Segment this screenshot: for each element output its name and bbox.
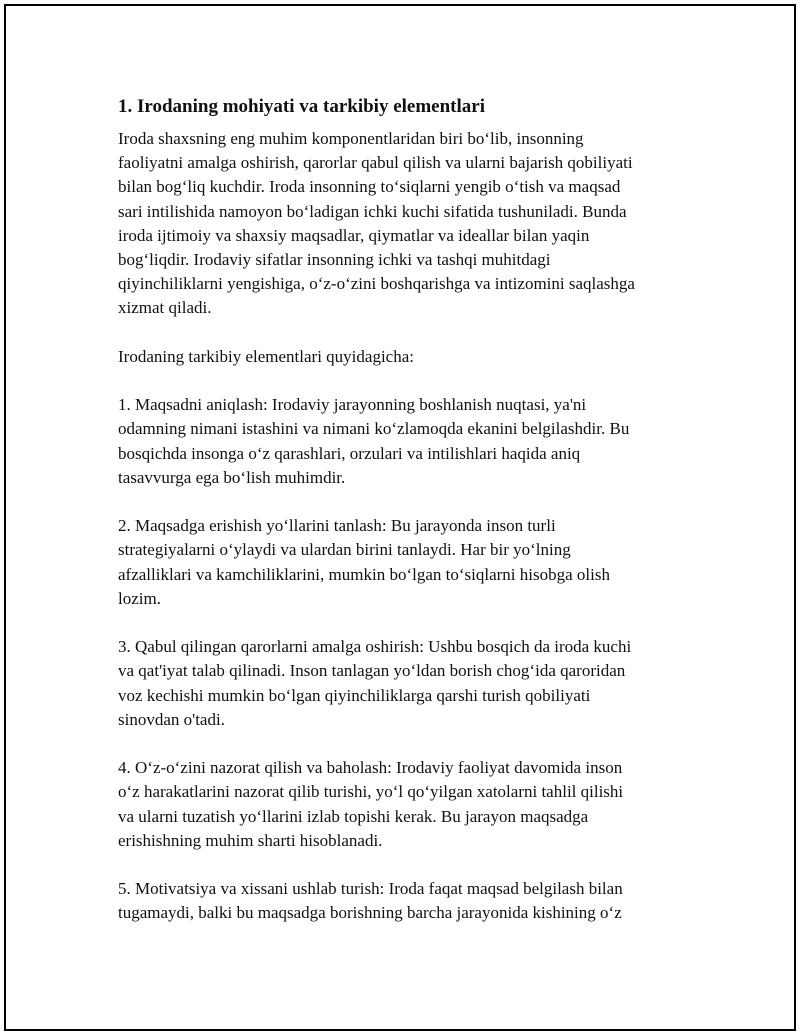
paragraph	[118, 756, 684, 853]
paragraph-line: bosqichda insonga o‘z qarashlari, orzulari va intilishlari haqida aniq	[118, 443, 581, 463]
paragraph-line: va ularni tuzatish yo‘llarini izlab topishi kerak. Bu jarayon maqsadga	[118, 806, 589, 826]
paragraph-line: bilan bog‘liq kuchdir. Iroda insonning to‘siqlarni yengib o‘tish va maqsad	[118, 177, 621, 197]
paragraph-line: Irodaning tarkibiy elementlari quyidagicha:	[118, 346, 414, 366]
paragraph	[118, 393, 684, 490]
paragraph-line: strategiyalarni o‘ylaydi va ulardan birini tanlaydi. Har bir yo‘lning	[118, 540, 571, 560]
paragraph-line: lozim.	[118, 588, 161, 608]
paragraph	[118, 127, 684, 321]
paragraph-line: bog‘liqdir. Irodaviy sifatlar insonning ichki va tashqi muhitdagi	[118, 250, 551, 270]
paragraph-line: sari intilishida namoyon bo‘ladigan ichki kuchi sifatida tushuniladi. Bunda	[118, 201, 627, 221]
paragraph-line: sinovdan o'tadi.	[118, 709, 225, 729]
paragraph-line: qiyinchiliklarni yengishiga, o‘z-o‘zini boshqarishga va intizomini saqlashga	[118, 274, 635, 294]
paragraph-line: voz kechishi mumkin bo‘lgan qiyinchiliklarga qarshi turish qobiliyati	[118, 685, 591, 705]
paragraph-line: o‘z harakatlarini nazorat qilib turishi, yo‘l qo‘yilgan xatolarni tahlil qilishi	[118, 782, 624, 802]
paragraph	[118, 635, 684, 732]
paragraph-line: erishishning muhim sharti hisoblanadi.	[118, 830, 383, 850]
document-body	[118, 94, 684, 950]
paragraph-line: 3. Qabul qilingan qarorlarni amalga oshirish: Ushbu bosqich da iroda kuchi	[118, 637, 632, 657]
paragraph-line: tugamaydi, balki bu maqsadga borishning barcha jarayonida kishining o‘z	[118, 903, 622, 923]
paragraph	[118, 877, 684, 925]
paragraph-line: Iroda shaxsning eng muhim komponentlaridan biri bo‘lib, insonning	[118, 129, 584, 148]
paragraph-line: afzalliklari va kamchiliklarini, mumkin bo‘lgan to‘siqlarni hisobga olish	[118, 564, 610, 584]
paragraph-line: 5. Motivatsiya va xissani ushlab turish: Iroda faqat maqsad belgilash bilan	[118, 879, 623, 899]
paragraph-line: odamning nimani istashini va nimani ko‘zlamoqda ekanini belgilashdir. Bu	[118, 419, 630, 439]
paragraph-line: tasavvurga ega bo‘lish muhimdir.	[118, 467, 346, 487]
paragraph-line: 4. O‘z-o‘zini nazorat qilish va baholash: Irodaviy faoliyat davomida inson	[118, 758, 623, 778]
paragraph-line: iroda ijtimoiy va shaxsiy maqsadlar, qiymatlar va ideallar bilan yaqin	[118, 225, 590, 245]
paragraph	[118, 345, 684, 369]
paragraph-line: 1. Maqsadni aniqlash: Irodaviy jarayonning boshlanish nuqtasi, ya'ni	[118, 395, 587, 415]
paragraphs-container	[118, 127, 684, 926]
paragraph-line: faoliyatni amalga oshirish, qarorlar qabul qilish va ularni bajarish qobiliyati	[118, 153, 633, 173]
paragraph-line: va qat'iyat talab qilinadi. Inson tanlagan yo‘ldan borish chog‘ida qaroridan	[118, 661, 626, 681]
section-heading: 1. Irodaning mohiyati va tarkibiy elementlari	[118, 96, 485, 117]
paragraph	[118, 514, 684, 611]
paragraph-line: xizmat qiladi.	[118, 298, 212, 318]
paragraph-line: 2. Maqsadga erishish yo‘llarini tanlash: Bu jarayonda inson turli	[118, 516, 556, 536]
